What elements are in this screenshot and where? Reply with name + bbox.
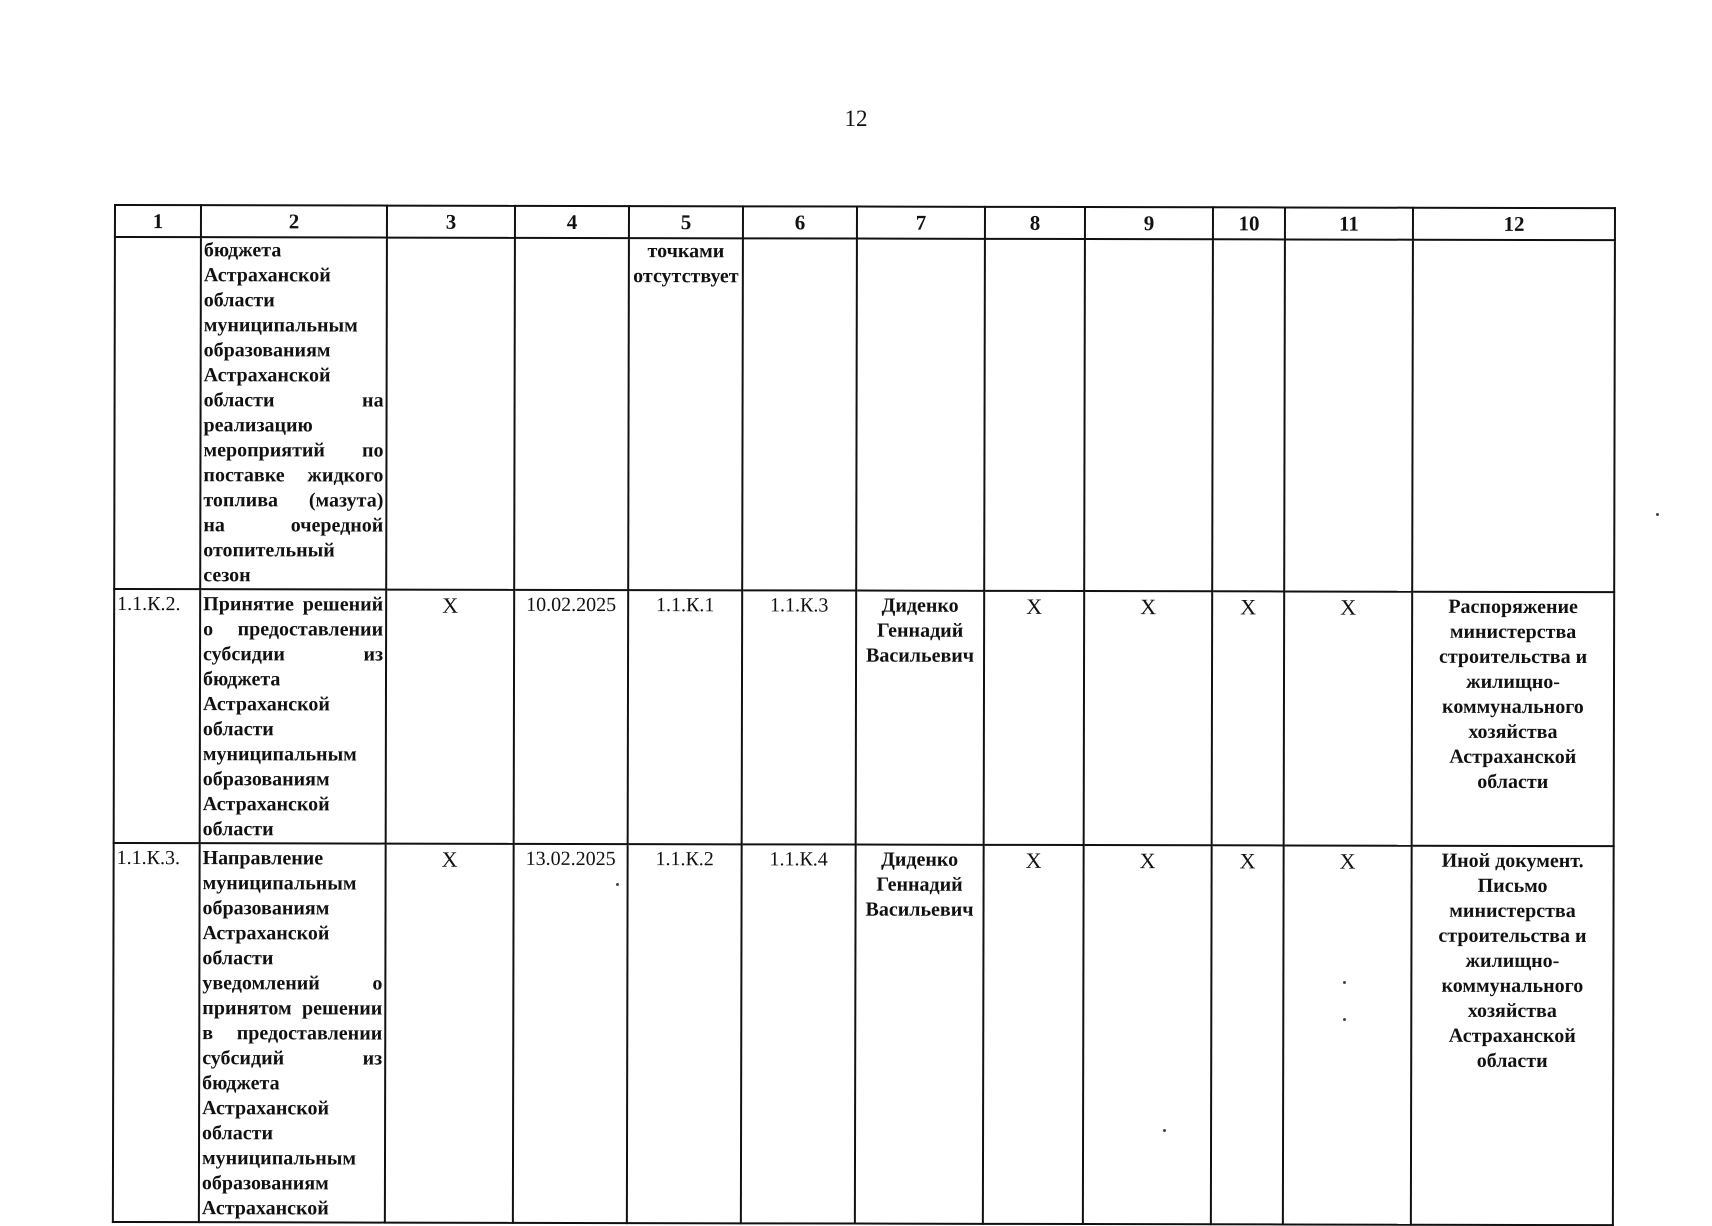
header-col-8: 8 [985,207,1085,239]
header-col-3: 3 [387,206,515,238]
cell-col-11: Х [1283,845,1412,1224]
cell-col-10 [1212,239,1285,591]
header-col-11: 11 [1285,207,1413,239]
cell-successor: 1.1.К.4 [741,844,856,1223]
cell-col-8: Х [984,591,1085,845]
cell-responsible: Диденко Геннадий Васильевич [855,845,984,1224]
cell-description: Направление муниципальным образованиям Астраханской области уведомлений о принятом решении в предоставлении субсидий из бюджета Астраханской области муниципальным образованиям Астраханской [199,843,386,1222]
cell-predecessor: точками отсутствует [628,238,743,590]
cell-col-9: Х [1083,845,1212,1224]
cell-date: 10.02.2025 [514,590,629,844]
cell-col-9 [1084,239,1213,591]
header-col-10: 10 [1213,207,1285,239]
plan-table [112,204,1616,1226]
cell-col-3 [386,238,515,590]
cell-col-9: Х [1084,591,1213,845]
cell-date [514,238,629,590]
cell-description: бюджета Астраханской области муниципальным образованиям Астраханской области на реализацию мероприятий по поставке жидкого топлива (мазута) на очередной отопительный сезон [200,237,387,589]
cell-col-10: Х [1212,591,1285,845]
cell-responsible: Диденко Геннадий Васильевич [856,591,985,845]
header-col-9: 9 [1085,207,1213,239]
cell-col-3: Х [385,844,514,1223]
page-number: 12 [844,106,868,131]
cell-document [1412,240,1615,592]
scan-speck [1343,1018,1346,1021]
cell-description: Принятие решений о предоставлении субсидии из бюджета Астраханской области муниципальным образованиям Астраханской области [200,589,387,843]
scan-speck [1343,981,1346,984]
scan-speck [616,883,619,886]
table-row [113,843,1614,1225]
cell-col-3: Х [386,590,515,844]
table-row [114,589,1615,846]
header-col-2: 2 [201,205,387,237]
cell-predecessor: 1.1.К.1 [628,590,743,844]
cell-successor [742,238,857,590]
scan-speck [1656,513,1659,516]
cell-col-11 [1284,239,1413,591]
cell-successor: 1.1.К.3 [742,590,857,844]
cell-document: Иной документ. Письмо министерства строительства и жилищно-коммунального хозяйства Астраханской области [1411,846,1614,1225]
cell-document: Распоряжение министерства строительства и жилищно-коммунального хозяйства Астраханской области [1412,592,1615,846]
header-col-4: 4 [515,206,629,238]
cell-col-11: Х [1284,591,1413,845]
cell-number [114,237,201,589]
header-row [115,205,1615,240]
cell-responsible [856,239,985,591]
header-col-1: 1 [115,205,201,237]
cell-date: 13.02.2025 [513,844,628,1223]
cell-predecessor: 1.1.К.2 [627,844,742,1223]
cell-col-8: Х [983,845,1084,1224]
header-col-5: 5 [629,206,743,238]
cell-col-8 [984,239,1085,591]
cell-number: 1.1.К.3. [113,843,200,1222]
table-row [114,237,1615,592]
cell-number: 1.1.К.2. [114,589,201,843]
header-col-6: 6 [743,206,857,238]
cell-col-10: Х [1211,845,1284,1224]
header-col-12: 12 [1413,208,1615,240]
scan-speck [1163,1129,1166,1132]
header-col-7: 7 [857,207,985,239]
